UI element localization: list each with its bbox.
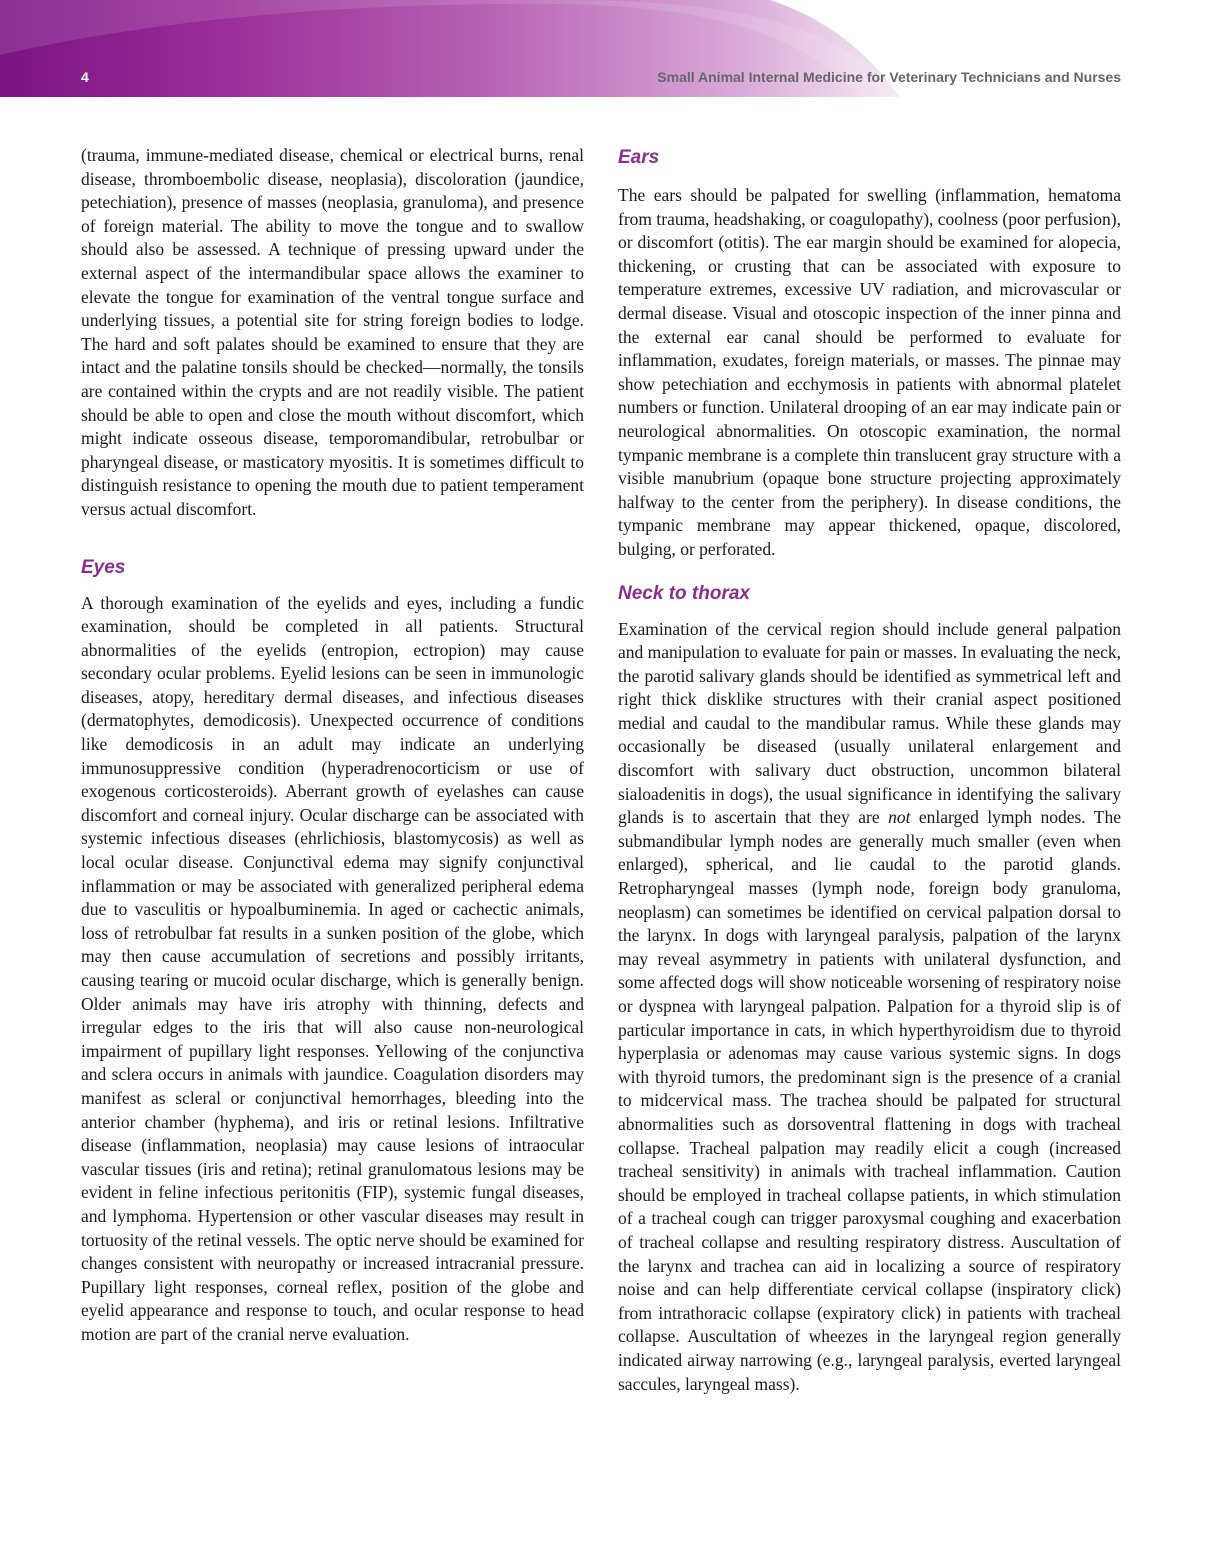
- neck-text-part-b: enlarged lymph nodes. The submandibular lymph nodes are generally much smaller (even when enlarged), spherical, and lie caudal to the parotid glands. Retropharyngeal masses (lymph node, foreign body granuloma, neoplasm) can sometimes be identified on cervical palpation dorsal to the larynx. In dogs with laryngeal paralysis, palpation of the larynx may reveal asymmetry in patients with unilateral dysfunction, and some affected dogs will show noticeable worsening of respiratory noise or dyspnea with laryngeal palpation. Palpation for a thyroid slip is of particular importance in cats, in which hyperthyroidism due to thyroid hyperplasia or adenomas may cause various systemic signs. In dogs with thyroid tumors, the predominant sign is the presence of a cranial to midcervical mass. The trachea should be palpated for structural abnormalities such as dorsoventral flattening in dogs with tracheal collapse. Tracheal palpation may readily elicit a cough (increased tracheal sensitivity) in animals with tracheal inflammation. Caution should be employed in tracheal collapse patients, in which stimulation of a tracheal cough can trigger paroxysmal coughing and exacerbation of tracheal collapse and resulting respiratory distress. Auscultation of the larynx and trachea can aid in localizing a source of respiratory noise and can help differentiate cervical collapse (inspiratory click) from intrathoracic collapse (expiratory click) in patients with tracheal collapse. Auscultation of wheezes in the laryngeal region generally indicated airway narrowing (e.g., laryngeal paralysis, everted laryngeal saccules, laryngeal mass).: [618, 807, 1121, 1394]
- section-heading-eyes: Eyes: [81, 556, 126, 578]
- body-paragraph-ears: The ears should be palpated for swelling (inflammation, hematoma from trauma, headshaking, or coagulopathy), coolness (poor perfusion), or discomfort (otitis). The ear margin should be examined for alopecia, thickening, or crusting that can be associated with exposure to temperature extremes, excessive UV radiation, and microvascular or dermal disease. Visual and otoscopic inspection of the inner pinna and the external ear canal should be performed to evaluate for inflammation, exudates, foreign materials, or masses. The pinnae may show petechiation and ecchymosis in patients with abnormal platelet numbers or function. Unilateral drooping of an ear may indicate pain or neurological abnormalities. On otoscopic examination, the normal tympanic membrane is a complete thin translucent gray structure with a visible manubrium (opaque bone structure projecting approximately halfway to the center from the periphery). In disease conditions, the tympanic membrane may appear thickened, opaque, discolored, bulging, or perforated.: [618, 185, 1121, 559]
- section-heading-ears: Ears: [618, 147, 660, 168]
- page-number: 4: [81, 69, 89, 85]
- right-column: [618, 144, 1121, 1396]
- neck-text-part-a: Examination of the cervical region should include general palpation and manipulation to evaluate for pain or masses. In evaluating the neck, the parotid salivary glands should be identified as symmetrical left and right thick disklike structures with their cranial aspect positioned medial and caudal to the mandibular ramus. While these glands may occasionally be diseased (usually unilateral enlargement and discomfort with salivary duct obstruction, uncommon bilateral sialoadenitis in dogs), the usual significance in identifying the salivary glands is to ascertain that they are: [618, 618, 1121, 828]
- body-paragraph-eyes: A thorough examination of the eyelids and eyes, including a fundic examination, should be completed in all patients. Structural abnormalities of the eyelids (entropion, ectropion) may cause secondary ocular problems. Eyelid lesions can be seen in immunologic diseases, atopy, hereditary dermal diseases, and infectious diseases (dermatophytes, demodicosis). Unexpected occurrence of conditions like demodicosis in an adult may indicate an underlying immunosuppressive condition (hyperadrenocorticism or use of exogenous corticosteroids). Aberrant growth of eyelashes can cause discomfort and corneal injury. Ocular discharge can be associated with systemic infectious diseases (ehrlichiosis, blastomycosis) as well as local ocular disease. Conjunctival edema may signify conjunctival inflammation or may be associated with generalized peripheral edema due to vasculitis or hypoalbuminemia. In aged or cachectic animals, loss of retrobulbar fat results in a sunken position of the globe, which may then cause accumulation of secretions and possibly irritants, causing tearing or mucoid ocular discharge, which is generally benign. Older animals may have iris atrophy with thinning, defects and irregular edges to the iris that will also cause non-neurological impairment of pupillary light responses. Yellowing of the conjunctiva and sclera occurs in animals with jaundice. Coagulation disorders may manifest as scleral or conjunctival hemorrhages, bleeding into the anterior chamber (hyphema), and iris or retinal lesions. Infiltrative disease (inflammation, neoplasia) may cause lesions of intraocular vascular tissues (iris and retina); retinal granulomatous lesions may be evident in feline infectious peritonitis (FIP), systemic fungal diseases, and lymphoma. Hypertension or other vascular diseases may result in tortuosity of the retinal vessels. The optic nerve should be examined for changes consistent with neuropathy or increased intracranial pressure. Pupillary light responses, corneal reflex, position of the globe and eyelid appearance and response to touch, and ocular response to head motion are part of the cranial nerve evaluation.: [81, 592, 584, 1344]
- body-paragraph-oral-exam: (trauma, immune-mediated disease, chemical or electrical burns, renal disease, thromboembolic disease, neoplasia), discoloration (jaundice, petechiation), presence of masses (neoplasia, granuloma), and presence of foreign material. The ability to move the tongue and to swallow should also be assessed. A technique of pressing upward under the external aspect of the intermandibular space allows the examiner to elevate the tongue for examination of the ventral tongue surface and underlying tissues, a potential site for string foreign bodies to lodge. The hard and soft palates should be examined to ensure that they are intact and the palatine tonsils should be checked—normally, the tonsils are contained within the crypts and are not readily visible. The patient should be able to open and close the mouth without discomfort, which might indicate osseous disease, temporomandibular, retrobulbar or pharyngeal disease, or masticatory myositis. It is sometimes difficult to distinguish resistance to opening the mouth due to patient temperament versus actual discomfort.: [81, 145, 584, 519]
- neck-text-emphasis: not: [888, 807, 911, 828]
- body-paragraph-neck-to-thorax: [618, 618, 1121, 1397]
- left-column: [81, 144, 584, 1347]
- section-heading-neck-to-thorax: Neck to thorax: [618, 582, 750, 604]
- running-head: Small Animal Internal Medicine for Veterinary Technicians and Nurses: [657, 69, 1121, 85]
